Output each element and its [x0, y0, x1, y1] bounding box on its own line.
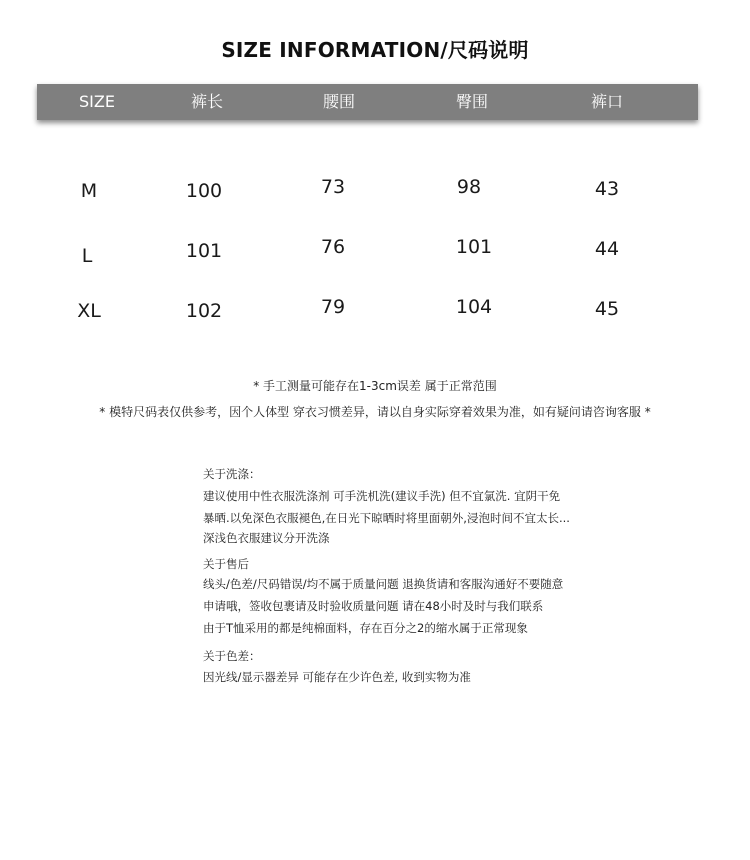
cell-hip: 98	[456, 176, 482, 198]
header-waist: 腰围	[322, 92, 355, 111]
model-size-note: * 模特尺码表仅供参考，因个人体型 穿衣习惯差异，请以自身实际穿着效果为准，如有疑问请咨询客服 *	[99, 405, 651, 419]
cell-length: 101	[185, 240, 223, 262]
aftersale-line: 线头/色差/尺码错误/均不属于质量问题 退换货请和客服沟通好不要随意	[203, 577, 564, 591]
cell-waist: 76	[320, 236, 346, 258]
cell-size: M	[80, 180, 98, 202]
header-size: SIZE	[79, 92, 115, 111]
cell-leg-opening: 44	[594, 238, 620, 260]
aftersale-title: 关于售后	[203, 557, 249, 571]
cell-leg-opening: 43	[594, 178, 620, 200]
cell-waist: 79	[320, 296, 346, 318]
measurement-note: * 手工测量可能存在1-3cm误差 属于正常范围	[253, 379, 497, 393]
cell-length: 100	[185, 180, 223, 202]
header-hip: 臀围	[455, 92, 488, 111]
cell-hip: 104	[455, 296, 493, 318]
cell-size: L	[81, 245, 93, 267]
aftersale-line: 申请哦，签收包裹请及时验收质量问题 请在48小时及时与我们联系	[203, 599, 544, 613]
table-header	[37, 84, 698, 120]
cell-hip: 101	[455, 236, 493, 258]
color-line: 因光线/显示器差异 可能存在少许色差, 收到实物为准	[203, 670, 471, 684]
color-title: 关于色差：	[203, 649, 261, 663]
washing-line: 深浅色衣服建议分开洗涤	[203, 531, 330, 545]
washing-title: 关于洗涤：	[203, 467, 261, 481]
cell-length: 102	[185, 300, 223, 322]
header-length: 裤长	[190, 92, 223, 111]
aftersale-line: 由于T恤采用的都是纯棉面料，存在百分之2的缩水属于正常现象	[203, 621, 528, 635]
washing-line: 暴晒.以免深色衣服褪色,在日光下晾晒时将里面朝外,浸泡时间不宜太长...	[203, 511, 570, 525]
washing-line: 建议使用中性衣服洗涤剂 可手洗机洗(建议手洗) 但不宜氯洗. 宜阴干免	[203, 489, 561, 503]
cell-leg-opening: 45	[594, 298, 620, 320]
cell-size: XL	[77, 300, 101, 322]
header-leg-opening: 裤口	[590, 92, 623, 111]
cell-waist: 73	[320, 176, 346, 198]
page-title: SIZE INFORMATION/尺码说明	[221, 38, 529, 62]
